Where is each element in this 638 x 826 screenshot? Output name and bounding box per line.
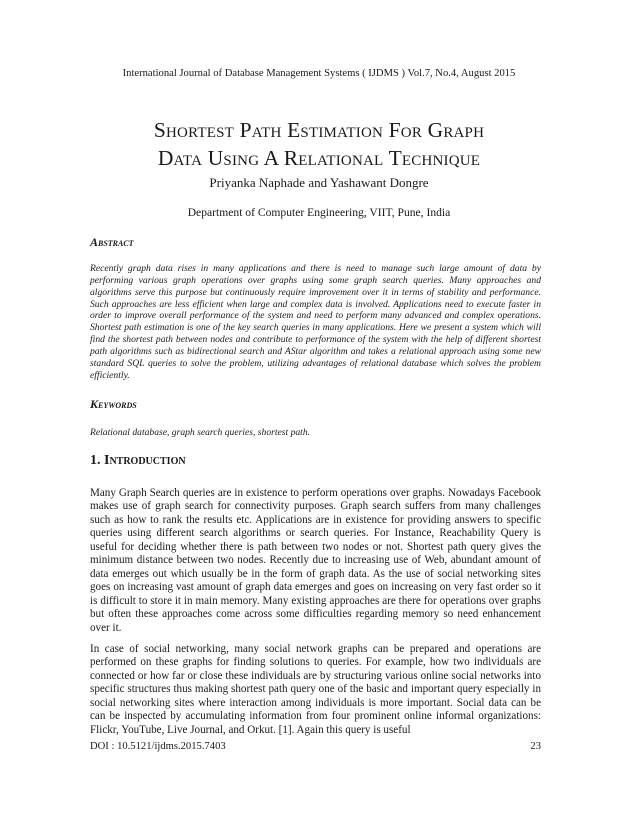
page-number: 23 xyxy=(530,741,541,752)
affiliation: Department of Computer Engineering, VIIT, Pune, India xyxy=(187,206,451,219)
introduction-paragraph-1: Many Graph Search queries are in existence to perform operations over graphs. Nowadays Facebook makes use of graph search for connectivity purposes. Graph search suffers from many challenges such as how to rank the results etc. Applications are in existence for providing answers to specific queries using different search algorithms or search queries. For Instance, Reachability Query is useful for deciding whether there is path between two nodes or not. Shortest path query gives the minimum distance between two nodes. Recently due to increasing use of Web, abundant amount of data emerges out which usually be in the form of graph data. As the use of social networking sites goes on increasing vast amount of graph data emerges and goes on increasing on very fast order so it is difficult to store it in main memory. Many existing approaches are there for operations over graphs but often these approaches come across some difficulties regarding memory so need enhancement over it. xyxy=(90,487,541,634)
running-header: International Journal of Database Management Systems ( IJDMS ) Vol.7, No.4, August 2015 xyxy=(122,68,516,79)
keywords-text: Relational database, graph search queries, shortest path. xyxy=(90,427,311,438)
introduction-paragraph-2: In case of social networking, many social network graphs can be prepared and operations are performed on these graphs for finding solutions to queries. For example, how two individuals are connected or how far or close these individuals are by structuring various online social networks into specific structures thus making shortest path query one of the basic and important query especially in social networking sites where interaction among individuals is more important. Social data can be can be inspected by accumulating information from four prominent online informal organizations: Flickr, YouTube, Live Journal, and Orkut. [1]. Again this query is useful xyxy=(90,643,541,736)
authors: Priyanka Naphade and Yashawant Dongre xyxy=(209,175,429,190)
paper-title-line-2: Data Using A Relational Technique xyxy=(157,146,481,170)
keywords-heading: Keywords xyxy=(90,397,137,411)
doi-footer: DOI : 10.5121/ijdms.2015.7403 xyxy=(90,741,226,752)
abstract-text: Recently graph data rises in many applications and there is need to manage such large amount of data by performing various graph operations over graphs using some graph search queries. Many approaches and algorithms serve this purpose but continuously require improvement over it in terms of stability and performance. Such approaches are less efficient when large and complex data is involved. Applications need to execute faster in order to improve overall performance of the system and need to perform many advanced and complex operations. Shortest path estimation is one of the key search queries in many applications. Here we present a system which will find the shortest path between nodes and contribute to performance of the system with the help of different shortest path algorithms such as bidirectional search and AStar algorithm and takes a relational approach using some new standard SQL queries to solve the problem, utilizing advantages of relational database which solves the problem efficiently. xyxy=(90,263,541,381)
introduction-heading: 1. Introduction xyxy=(90,453,186,468)
abstract-heading: Abstract xyxy=(90,235,134,249)
paper-title xyxy=(60,116,578,172)
paper-title-line-1: Shortest Path Estimation For Graph xyxy=(153,118,485,142)
